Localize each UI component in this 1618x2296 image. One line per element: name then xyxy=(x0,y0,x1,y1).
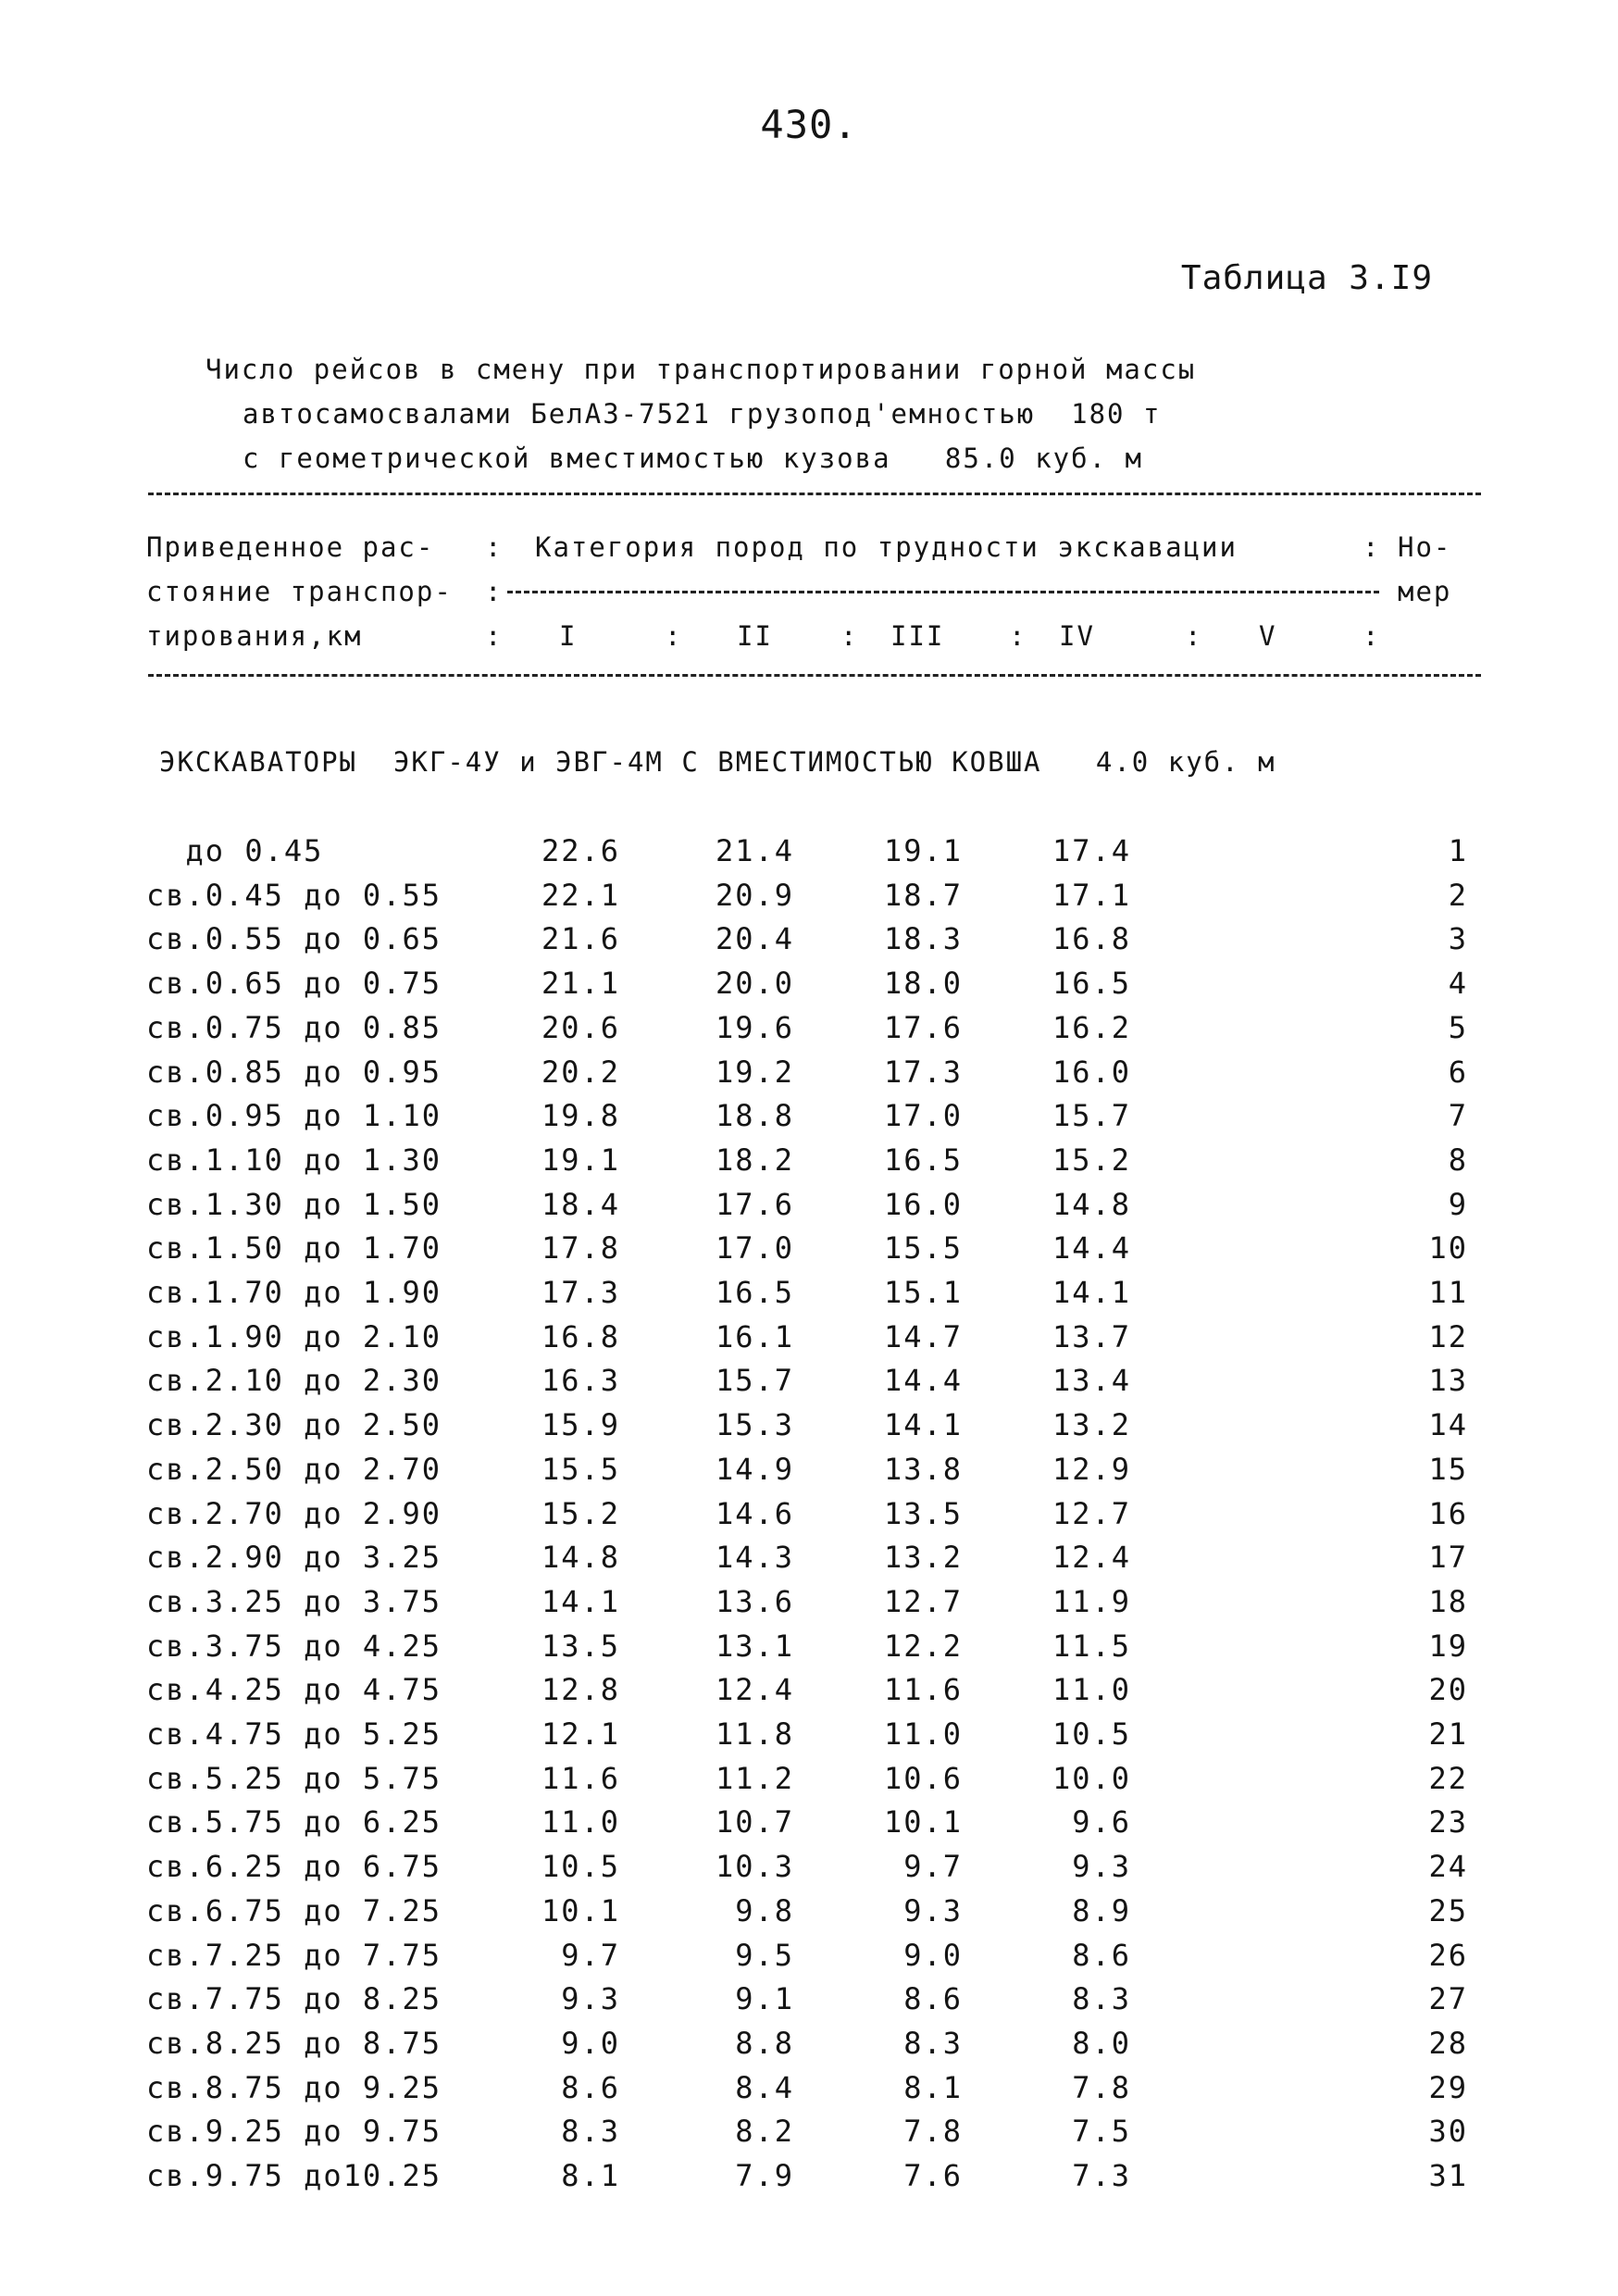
cell-category-i: 9.3 xyxy=(561,1981,620,2016)
cell-row-number: 1 xyxy=(1448,833,1468,868)
cell-category-ii: 15.7 xyxy=(715,1363,794,1398)
cell-category-iv: 15.7 xyxy=(1052,1098,1131,1133)
table-title-line-2: автосамосвалами БелАЗ-7521 грузопод'емностью 180 т xyxy=(243,398,1162,430)
cell-category-iii: 8.3 xyxy=(903,2026,963,2061)
cell-distance: св.2.50 до 2.70 xyxy=(146,1452,442,1487)
header-separator: : xyxy=(1363,531,1381,563)
cell-category-iii: 15.1 xyxy=(883,1275,963,1310)
cell-category-i: 8.6 xyxy=(561,2070,620,2105)
page-number: 430. xyxy=(760,102,858,147)
cell-category-iii: 14.4 xyxy=(883,1363,963,1398)
cell-category-i: 19.8 xyxy=(541,1098,620,1133)
header-distance-line-2: стояние транспор- xyxy=(146,576,453,607)
cell-category-i: 8.1 xyxy=(561,2158,620,2193)
table-title-line-3: с геометрической вместимостью кузова 85.0 куб. м xyxy=(243,443,1143,474)
header-separator: : xyxy=(665,620,683,652)
cell-category-i: 20.6 xyxy=(541,1010,620,1045)
cell-distance: св.2.30 до 2.50 xyxy=(146,1407,442,1442)
cell-row-number: 22 xyxy=(1428,1761,1468,1796)
cell-distance: св.0.95 до 1.10 xyxy=(146,1098,442,1133)
cell-category-iv: 13.7 xyxy=(1052,1319,1131,1354)
cell-category-i: 19.1 xyxy=(541,1142,620,1178)
header-category-ii: II xyxy=(737,620,773,652)
cell-category-iv: 7.5 xyxy=(1072,2114,1131,2149)
cell-row-number: 31 xyxy=(1428,2158,1468,2193)
cell-category-ii: 17.6 xyxy=(715,1187,794,1222)
cell-category-iv: 11.5 xyxy=(1052,1628,1131,1664)
cell-category-i: 14.8 xyxy=(541,1540,620,1575)
header-rule-bottom xyxy=(148,674,1481,677)
cell-category-iv: 15.2 xyxy=(1052,1142,1131,1178)
cell-category-iv: 7.8 xyxy=(1072,2070,1131,2105)
header-number-line-2: мер xyxy=(1398,576,1452,607)
cell-category-ii: 10.7 xyxy=(715,1804,794,1840)
header-rule-categories xyxy=(507,591,1379,593)
cell-category-iii: 9.0 xyxy=(903,1938,963,1973)
cell-category-iv: 12.7 xyxy=(1052,1496,1131,1531)
cell-category-iii: 17.6 xyxy=(883,1010,963,1045)
header-distance-line-3: тирования,км xyxy=(146,620,363,652)
cell-category-iv: 7.3 xyxy=(1072,2158,1131,2193)
cell-category-i: 13.5 xyxy=(541,1628,620,1664)
header-category-v: V xyxy=(1259,620,1277,652)
cell-distance: св.9.75 до10.25 xyxy=(146,2158,442,2193)
cell-category-ii: 19.2 xyxy=(715,1054,794,1090)
header-separator: : xyxy=(485,620,504,652)
cell-row-number: 29 xyxy=(1428,2070,1468,2105)
cell-row-number: 3 xyxy=(1448,921,1468,956)
cell-row-number: 17 xyxy=(1428,1540,1468,1575)
cell-distance: св.6.25 до 6.75 xyxy=(146,1849,442,1884)
cell-distance: св.2.10 до 2.30 xyxy=(146,1363,442,1398)
cell-row-number: 7 xyxy=(1448,1098,1468,1133)
cell-category-iv: 16.2 xyxy=(1052,1010,1131,1045)
cell-category-ii: 9.5 xyxy=(735,1938,794,1973)
header-separator: : xyxy=(485,576,504,607)
header-category-iii: III xyxy=(890,620,945,652)
cell-category-i: 15.9 xyxy=(541,1407,620,1442)
cell-category-iii: 15.5 xyxy=(883,1230,963,1266)
cell-category-i: 11.6 xyxy=(541,1761,620,1796)
cell-category-iii: 12.2 xyxy=(883,1628,963,1664)
cell-category-iii: 18.0 xyxy=(883,966,963,1001)
cell-distance: св.5.25 до 5.75 xyxy=(146,1761,442,1796)
cell-category-i: 15.5 xyxy=(541,1452,620,1487)
cell-row-number: 20 xyxy=(1428,1672,1468,1707)
cell-distance: св.3.75 до 4.25 xyxy=(146,1628,442,1664)
header-category-iv: IV xyxy=(1059,620,1095,652)
cell-category-iii: 11.0 xyxy=(883,1716,963,1752)
cell-row-number: 24 xyxy=(1428,1849,1468,1884)
cell-category-ii: 18.8 xyxy=(715,1098,794,1133)
cell-row-number: 18 xyxy=(1428,1584,1468,1619)
cell-category-iv: 14.1 xyxy=(1052,1275,1131,1310)
cell-category-iii: 9.7 xyxy=(903,1849,963,1884)
cell-category-ii: 11.8 xyxy=(715,1716,794,1752)
cell-category-i: 15.2 xyxy=(541,1496,620,1531)
cell-category-iv: 8.3 xyxy=(1072,1981,1131,2016)
cell-category-ii: 8.8 xyxy=(735,2026,794,2061)
cell-distance: св.5.75 до 6.25 xyxy=(146,1804,442,1840)
cell-category-i: 21.6 xyxy=(541,921,620,956)
cell-row-number: 12 xyxy=(1428,1319,1468,1354)
cell-distance: св.7.75 до 8.25 xyxy=(146,1981,442,2016)
cell-distance: св.4.75 до 5.25 xyxy=(146,1716,442,1752)
cell-category-iv: 12.9 xyxy=(1052,1452,1131,1487)
cell-category-i: 17.8 xyxy=(541,1230,620,1266)
cell-distance: св.8.75 до 9.25 xyxy=(146,2070,442,2105)
cell-row-number: 21 xyxy=(1428,1716,1468,1752)
cell-category-ii: 9.8 xyxy=(735,1893,794,1928)
cell-category-ii: 8.4 xyxy=(735,2070,794,2105)
cell-category-ii: 17.0 xyxy=(715,1230,794,1266)
cell-category-ii: 20.4 xyxy=(715,921,794,956)
cell-category-i: 16.8 xyxy=(541,1319,620,1354)
cell-category-i: 9.0 xyxy=(561,2026,620,2061)
header-rule-top xyxy=(148,493,1481,495)
cell-distance: св.1.10 до 1.30 xyxy=(146,1142,442,1178)
cell-category-ii: 18.2 xyxy=(715,1142,794,1178)
cell-category-ii: 21.4 xyxy=(715,833,794,868)
cell-category-iv: 12.4 xyxy=(1052,1540,1131,1575)
cell-row-number: 19 xyxy=(1428,1628,1468,1664)
cell-distance: св.2.70 до 2.90 xyxy=(146,1496,442,1531)
cell-category-ii: 11.2 xyxy=(715,1761,794,1796)
cell-category-ii: 12.4 xyxy=(715,1672,794,1707)
cell-category-ii: 8.2 xyxy=(735,2114,794,2149)
cell-category-iii: 16.0 xyxy=(883,1187,963,1222)
cell-category-iv: 9.6 xyxy=(1072,1804,1131,1840)
cell-row-number: 11 xyxy=(1428,1275,1468,1310)
cell-distance: св.3.25 до 3.75 xyxy=(146,1584,442,1619)
cell-row-number: 2 xyxy=(1448,878,1468,913)
cell-category-i: 18.4 xyxy=(541,1187,620,1222)
cell-distance: св.1.70 до 1.90 xyxy=(146,1275,442,1310)
header-number-line-1: Но- xyxy=(1398,531,1452,563)
cell-category-iv: 17.4 xyxy=(1052,833,1131,868)
section-title: ЭКСКАВАТОРЫ ЭКГ-4У и ЭВГ-4М С ВМЕСТИМОСТЬЮ КОВША 4.0 куб. м xyxy=(159,746,1276,778)
cell-category-iv: 16.8 xyxy=(1052,921,1131,956)
cell-category-iii: 8.1 xyxy=(903,2070,963,2105)
cell-distance: св.0.75 до 0.85 xyxy=(146,1010,442,1045)
cell-row-number: 9 xyxy=(1448,1187,1468,1222)
cell-category-i: 10.1 xyxy=(541,1893,620,1928)
cell-row-number: 25 xyxy=(1428,1893,1468,1928)
cell-category-iv: 16.0 xyxy=(1052,1054,1131,1090)
cell-distance: св.1.90 до 2.10 xyxy=(146,1319,442,1354)
cell-distance: св.0.45 до 0.55 xyxy=(146,878,442,913)
cell-category-iv: 13.4 xyxy=(1052,1363,1131,1398)
cell-category-i: 14.1 xyxy=(541,1584,620,1619)
cell-distance: св.2.90 до 3.25 xyxy=(146,1540,442,1575)
cell-category-iii: 8.6 xyxy=(903,1981,963,2016)
cell-distance: св.1.30 до 1.50 xyxy=(146,1187,442,1222)
cell-distance: св.9.25 до 9.75 xyxy=(146,2114,442,2149)
header-category-group-title: Категория пород по трудности экскавации xyxy=(535,531,1238,563)
cell-category-iii: 14.7 xyxy=(883,1319,963,1354)
cell-category-iv: 11.9 xyxy=(1052,1584,1131,1619)
cell-row-number: 8 xyxy=(1448,1142,1468,1178)
cell-category-iii: 7.6 xyxy=(903,2158,963,2193)
cell-category-iii: 19.1 xyxy=(883,833,963,868)
cell-row-number: 27 xyxy=(1428,1981,1468,2016)
cell-distance: св.4.25 до 4.75 xyxy=(146,1672,442,1707)
cell-category-i: 22.1 xyxy=(541,878,620,913)
cell-row-number: 23 xyxy=(1428,1804,1468,1840)
cell-category-ii: 16.5 xyxy=(715,1275,794,1310)
cell-category-iii: 10.6 xyxy=(883,1761,963,1796)
cell-row-number: 26 xyxy=(1428,1938,1468,1973)
cell-category-ii: 20.9 xyxy=(715,878,794,913)
cell-category-iii: 10.1 xyxy=(883,1804,963,1840)
cell-category-iii: 18.7 xyxy=(883,878,963,913)
cell-row-number: 13 xyxy=(1428,1363,1468,1398)
cell-distance: св.7.25 до 7.75 xyxy=(146,1938,442,1973)
cell-category-i: 11.0 xyxy=(541,1804,620,1840)
table-title-line-1: Число рейсов в смену при транспортировании горной массы xyxy=(205,354,1197,385)
cell-category-i: 9.7 xyxy=(561,1938,620,1973)
cell-category-ii: 14.9 xyxy=(715,1452,794,1487)
cell-category-iii: 17.3 xyxy=(883,1054,963,1090)
cell-category-iv: 11.0 xyxy=(1052,1672,1131,1707)
cell-distance: св.0.85 до 0.95 xyxy=(146,1054,442,1090)
cell-category-iv: 9.3 xyxy=(1072,1849,1131,1884)
cell-category-i: 8.3 xyxy=(561,2114,620,2149)
cell-category-ii: 20.0 xyxy=(715,966,794,1001)
cell-category-i: 12.8 xyxy=(541,1672,620,1707)
cell-category-iii: 12.7 xyxy=(883,1584,963,1619)
header-separator: : xyxy=(1363,620,1381,652)
header-distance-line-1: Приведенное рас- xyxy=(146,531,435,563)
cell-distance: св.1.50 до 1.70 xyxy=(146,1230,442,1266)
cell-category-iv: 14.4 xyxy=(1052,1230,1131,1266)
cell-category-ii: 13.1 xyxy=(715,1628,794,1664)
cell-row-number: 15 xyxy=(1428,1452,1468,1487)
cell-category-iv: 10.5 xyxy=(1052,1716,1131,1752)
cell-row-number: 14 xyxy=(1428,1407,1468,1442)
header-separator: : xyxy=(1009,620,1027,652)
cell-category-i: 21.1 xyxy=(541,966,620,1001)
cell-category-iv: 8.6 xyxy=(1072,1938,1131,1973)
cell-row-number: 30 xyxy=(1428,2114,1468,2149)
cell-category-i: 10.5 xyxy=(541,1849,620,1884)
cell-distance: св.8.25 до 8.75 xyxy=(146,2026,442,2061)
cell-row-number: 16 xyxy=(1428,1496,1468,1531)
cell-category-ii: 15.3 xyxy=(715,1407,794,1442)
cell-category-ii: 19.6 xyxy=(715,1010,794,1045)
cell-category-iv: 13.2 xyxy=(1052,1407,1131,1442)
cell-category-iii: 7.8 xyxy=(903,2114,963,2149)
cell-category-ii: 7.9 xyxy=(735,2158,794,2193)
cell-category-iii: 17.0 xyxy=(883,1098,963,1133)
cell-category-ii: 16.1 xyxy=(715,1319,794,1354)
cell-category-ii: 14.3 xyxy=(715,1540,794,1575)
cell-category-ii: 9.1 xyxy=(735,1981,794,2016)
cell-category-i: 12.1 xyxy=(541,1716,620,1752)
header-separator: : xyxy=(1185,620,1203,652)
cell-category-ii: 13.6 xyxy=(715,1584,794,1619)
cell-category-iii: 13.2 xyxy=(883,1540,963,1575)
header-category-i: I xyxy=(559,620,578,652)
cell-category-iii: 11.6 xyxy=(883,1672,963,1707)
cell-category-iv: 8.0 xyxy=(1072,2026,1131,2061)
cell-category-iii: 18.3 xyxy=(883,921,963,956)
cell-distance: св.6.75 до 7.25 xyxy=(146,1893,442,1928)
cell-category-i: 17.3 xyxy=(541,1275,620,1310)
cell-category-i: 16.3 xyxy=(541,1363,620,1398)
cell-distance: св.0.55 до 0.65 xyxy=(146,921,442,956)
cell-category-iii: 16.5 xyxy=(883,1142,963,1178)
cell-category-iv: 14.8 xyxy=(1052,1187,1131,1222)
cell-row-number: 4 xyxy=(1448,966,1468,1001)
cell-category-ii: 14.6 xyxy=(715,1496,794,1531)
cell-category-iv: 16.5 xyxy=(1052,966,1131,1001)
cell-category-i: 20.2 xyxy=(541,1054,620,1090)
table-label: Таблица 3.I9 xyxy=(1180,259,1433,297)
cell-category-iv: 10.0 xyxy=(1052,1761,1131,1796)
header-separator: : xyxy=(840,620,859,652)
cell-category-ii: 10.3 xyxy=(715,1849,794,1884)
header-separator: : xyxy=(485,531,504,563)
cell-category-iii: 13.5 xyxy=(883,1496,963,1531)
cell-category-iv: 8.9 xyxy=(1072,1893,1131,1928)
cell-row-number: 28 xyxy=(1428,2026,1468,2061)
cell-category-iii: 13.8 xyxy=(883,1452,963,1487)
cell-category-iii: 9.3 xyxy=(903,1893,963,1928)
cell-category-iii: 14.1 xyxy=(883,1407,963,1442)
cell-row-number: 10 xyxy=(1428,1230,1468,1266)
cell-distance: св.0.65 до 0.75 xyxy=(146,966,442,1001)
cell-row-number: 6 xyxy=(1448,1054,1468,1090)
cell-category-i: 22.6 xyxy=(541,833,620,868)
cell-category-iv: 17.1 xyxy=(1052,878,1131,913)
cell-row-number: 5 xyxy=(1448,1010,1468,1045)
cell-distance: до 0.45 xyxy=(146,833,324,868)
